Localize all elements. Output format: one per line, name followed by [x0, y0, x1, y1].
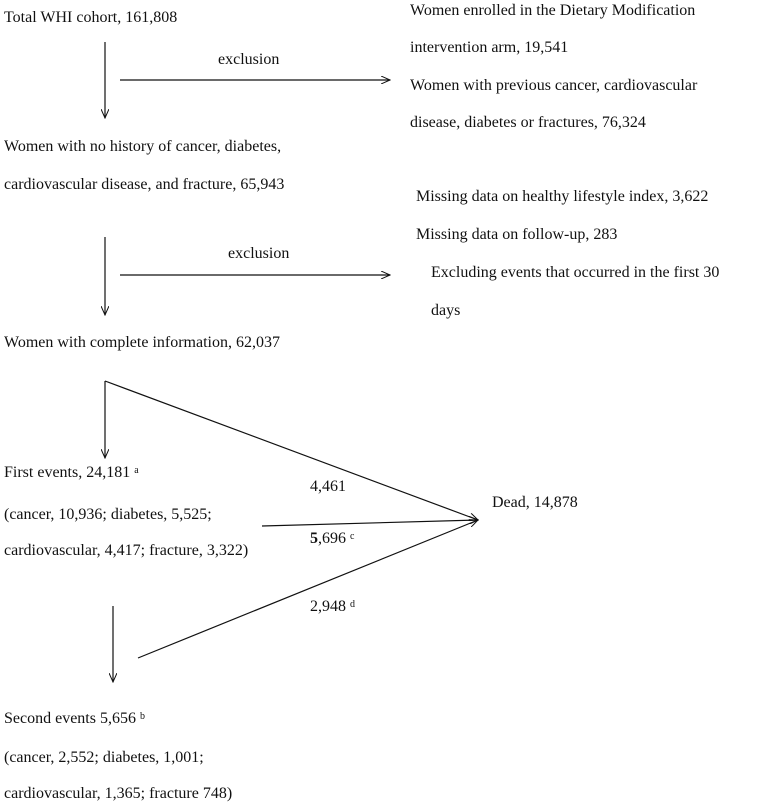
path-after-first-value-rest: ,696 — [318, 530, 346, 547]
first-events-title — [4, 464, 139, 482]
exclusion-2-line-1: Missing data on healthy lifestyle index, 3,622 — [416, 188, 709, 205]
no-history-line-1: Women with no history of cancer, diabetes, — [4, 138, 282, 155]
path-after-first-value-bold: 5 — [310, 530, 318, 547]
path-after-second-value — [310, 598, 355, 616]
exclusion-2-line-3: Excluding events that occurred in the first 30 — [431, 264, 720, 281]
no-history-line-2: cardiovascular disease, and fracture, 65,943 — [4, 176, 285, 193]
exclusion-label-1: exclusion — [218, 51, 280, 68]
second-events-line-2: cardiovascular, 1,365; fracture 748) — [4, 785, 233, 802]
exclusion-1-line-3: Women with previous cancer, cardiovascular — [410, 77, 698, 94]
exclusion-1-line-2: intervention arm, 19,541 — [410, 39, 569, 56]
complete-info-label: Women with complete information, 62,037 — [4, 334, 280, 351]
exclusion-2-line-2: Missing data on follow-up, 283 — [416, 226, 618, 243]
dead-label: Dead, 14,878 — [492, 494, 578, 511]
arrow-first-to-dead — [262, 520, 478, 526]
path-after-first-value — [310, 530, 354, 548]
path-after-second-footnote: d — [350, 599, 355, 610]
first-events-title-text: First events, 24,181 — [4, 464, 131, 481]
exclusion-1-line-1: Women enrolled in the Dietary Modification — [410, 2, 696, 19]
second-events-title-text: Second events 5,656 — [4, 710, 136, 727]
exclusion-label-2: exclusion — [228, 245, 290, 262]
cohort-label: Total WHI cohort, 161,808 — [4, 9, 178, 26]
path-after-second-value-text: 2,948 — [310, 598, 346, 615]
path-direct-value: 4,461 — [310, 478, 346, 495]
exclusion-2-line-4: days — [431, 302, 461, 319]
second-events-line-1: (cancer, 2,552; diabetes, 1,001; — [4, 749, 204, 766]
second-events-footnote: b — [139, 711, 145, 722]
first-events-line-2: cardiovascular, 4,417; fracture, 3,322) — [4, 542, 249, 559]
first-events-footnote: a — [134, 465, 139, 476]
first-events-line-1: (cancer, 10,936; diabetes, 5,525; — [4, 506, 212, 523]
arrow-second-to-dead — [138, 520, 478, 658]
arrow-direct-to-dead — [105, 381, 478, 520]
path-after-first-footnote: c — [350, 531, 355, 542]
exclusion-1-line-4: disease, diabetes or fractures, 76,324 — [410, 114, 646, 131]
second-events-title — [4, 710, 145, 728]
